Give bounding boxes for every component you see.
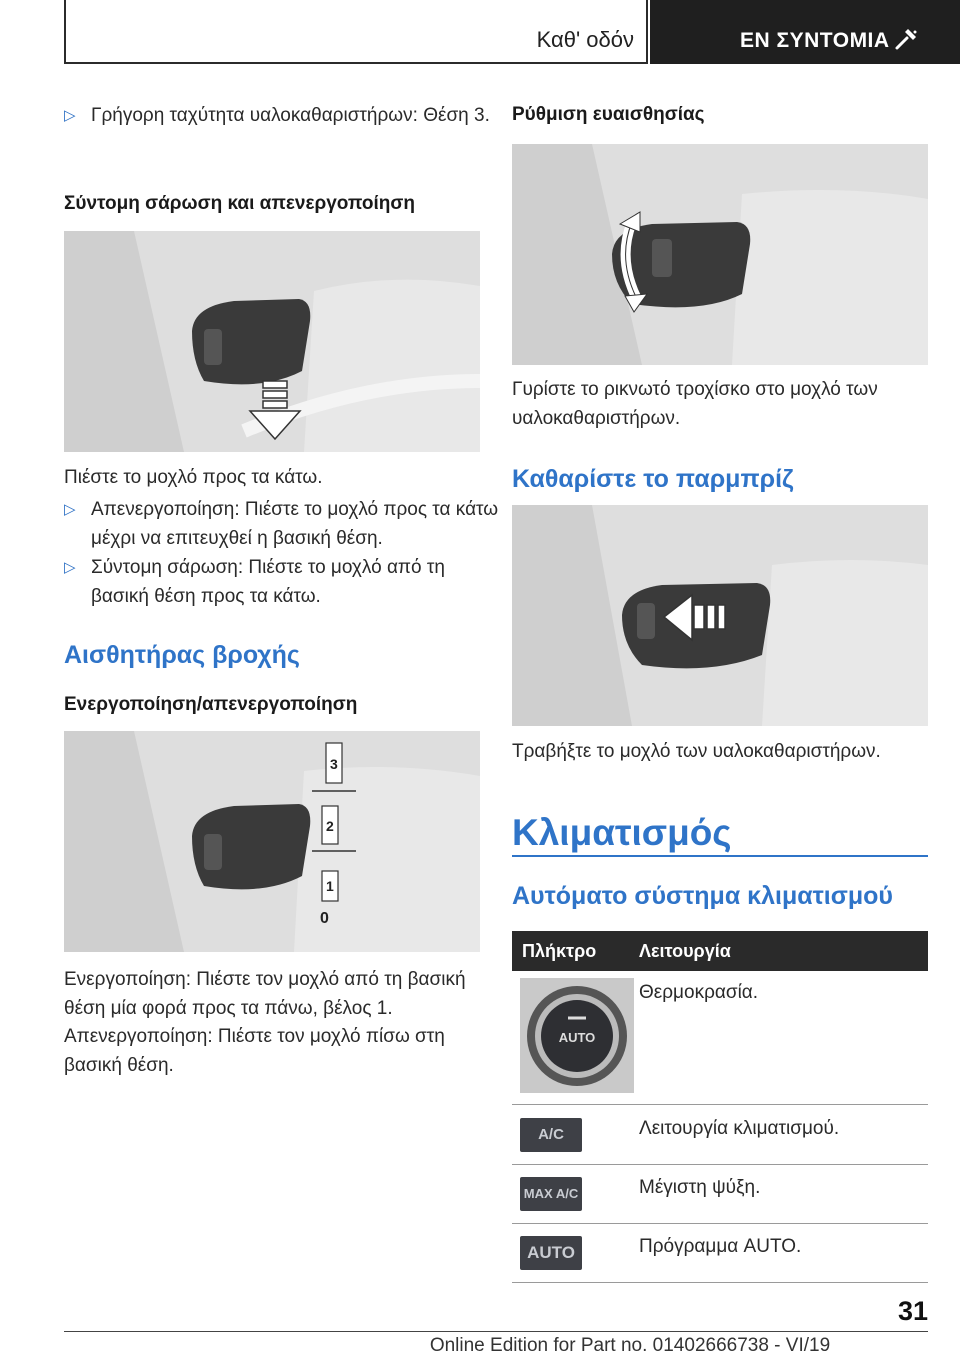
row-divider bbox=[512, 1164, 928, 1165]
row-divider bbox=[512, 1223, 928, 1224]
label-position-0: 0 bbox=[320, 910, 329, 927]
figure-lever-positions bbox=[64, 731, 480, 952]
figure-lever-down bbox=[64, 231, 480, 452]
figure-sensitivity-wheel bbox=[512, 144, 928, 365]
heading-short-wipe: Σύντομη σάρωση και απενεργοποίηση bbox=[64, 193, 415, 214]
function-cell: Λειτουργία κλιματισμού. bbox=[639, 1118, 840, 1139]
deactivate-text: Απενεργοποίηση: Πιέστε τον μοχλό πίσω στη βασική θέση. bbox=[64, 1026, 445, 1076]
footer-rule bbox=[64, 1331, 928, 1332]
turn-wheel-text: Γυρίστε το ρικνωτό τροχίσκο στο μοχλό των υαλοκαθαριστήρων. bbox=[512, 379, 878, 429]
auto-button-image: AUTO bbox=[520, 1236, 582, 1270]
auto-dial-label: AUTO bbox=[558, 1030, 596, 1045]
bullet-triangle-icon: ▷ bbox=[64, 559, 76, 576]
heading-clean-windscreen: Καθαρίστε το παρμπρίζ bbox=[512, 465, 794, 493]
max-ac-button-image: MAX A/C bbox=[520, 1177, 582, 1211]
heading-sensitivity: Ρύθμιση ευαισθησίας bbox=[512, 104, 705, 125]
page-number: 31 bbox=[897, 1296, 928, 1326]
pull-lever-text: Τραβήξτε το μοχλό των υαλοκαθαριστήρων. bbox=[512, 741, 881, 762]
heading-on-off: Ενεργοποίηση/απενεργοποίηση bbox=[64, 694, 358, 715]
row-divider bbox=[512, 1104, 928, 1105]
label-position-1: 1 bbox=[326, 878, 334, 894]
table-header bbox=[512, 931, 928, 971]
activate-text: Ενεργοποίηση: Πιέστε τον μοχλό από τη βασική θέση μία φορά προς τα πάνω, βέλος 1. bbox=[64, 969, 466, 1019]
heading-rain-sensor: Αισθητήρας βροχής bbox=[64, 641, 300, 669]
column-header-button: Πλήκτρο bbox=[522, 941, 597, 961]
heading-climate: Κλιματισμός bbox=[512, 812, 732, 853]
row-divider bbox=[512, 1282, 928, 1283]
bullet-fast-speed: ▷ Γρήγορη ταχύτητα υαλοκαθαριστήρων: Θέση 3. bbox=[64, 101, 507, 130]
press-down-text: Πιέστε το μοχλό προς τα κάτω. bbox=[64, 467, 323, 488]
bullet-triangle-icon: ▷ bbox=[64, 107, 76, 124]
function-cell: Μέγιστη ψύξη. bbox=[639, 1177, 761, 1198]
function-cell: Θερμοκρασία. bbox=[639, 982, 759, 1003]
label-position-2: 2 bbox=[326, 818, 334, 834]
edition-footer: Online Edition for Part no. 01402666738 - VI/19 bbox=[429, 1335, 831, 1356]
bullet-triangle-icon: ▷ bbox=[64, 501, 76, 518]
section-tab bbox=[64, 0, 648, 64]
wrench-icon bbox=[893, 26, 919, 57]
auto-dial-image bbox=[520, 978, 634, 1093]
section-tab-label: Καθ' οδόν bbox=[536, 27, 634, 52]
label-position-3: 3 bbox=[330, 756, 338, 772]
function-cell: Πρόγραμμα AUTO. bbox=[639, 1236, 802, 1257]
chapter-tab-label: ΕΝ ΣΥΝΤΟΜΙΑ bbox=[740, 29, 890, 52]
chapter-tab bbox=[650, 0, 960, 64]
heading-rule bbox=[512, 855, 928, 857]
ac-button-image: A/C bbox=[520, 1118, 582, 1152]
heading-auto-climate: Αυτόματο σύστημα κλιματισμού bbox=[512, 882, 893, 910]
figure-pull-lever bbox=[512, 505, 928, 726]
column-header-function: Λειτουργία bbox=[639, 941, 731, 961]
bullet-deactivate: ▷ Απενεργοποίηση: Πιέστε το μοχλό προς τα κάτω μέχρι να επιτευχθεί η βασική θέση. bbox=[64, 495, 507, 553]
bullet-short-wipe: ▷ Σύντομη σάρωση: Πιέστε το μοχλό από τη βασική θέση προς τα κάτω. bbox=[64, 553, 507, 611]
